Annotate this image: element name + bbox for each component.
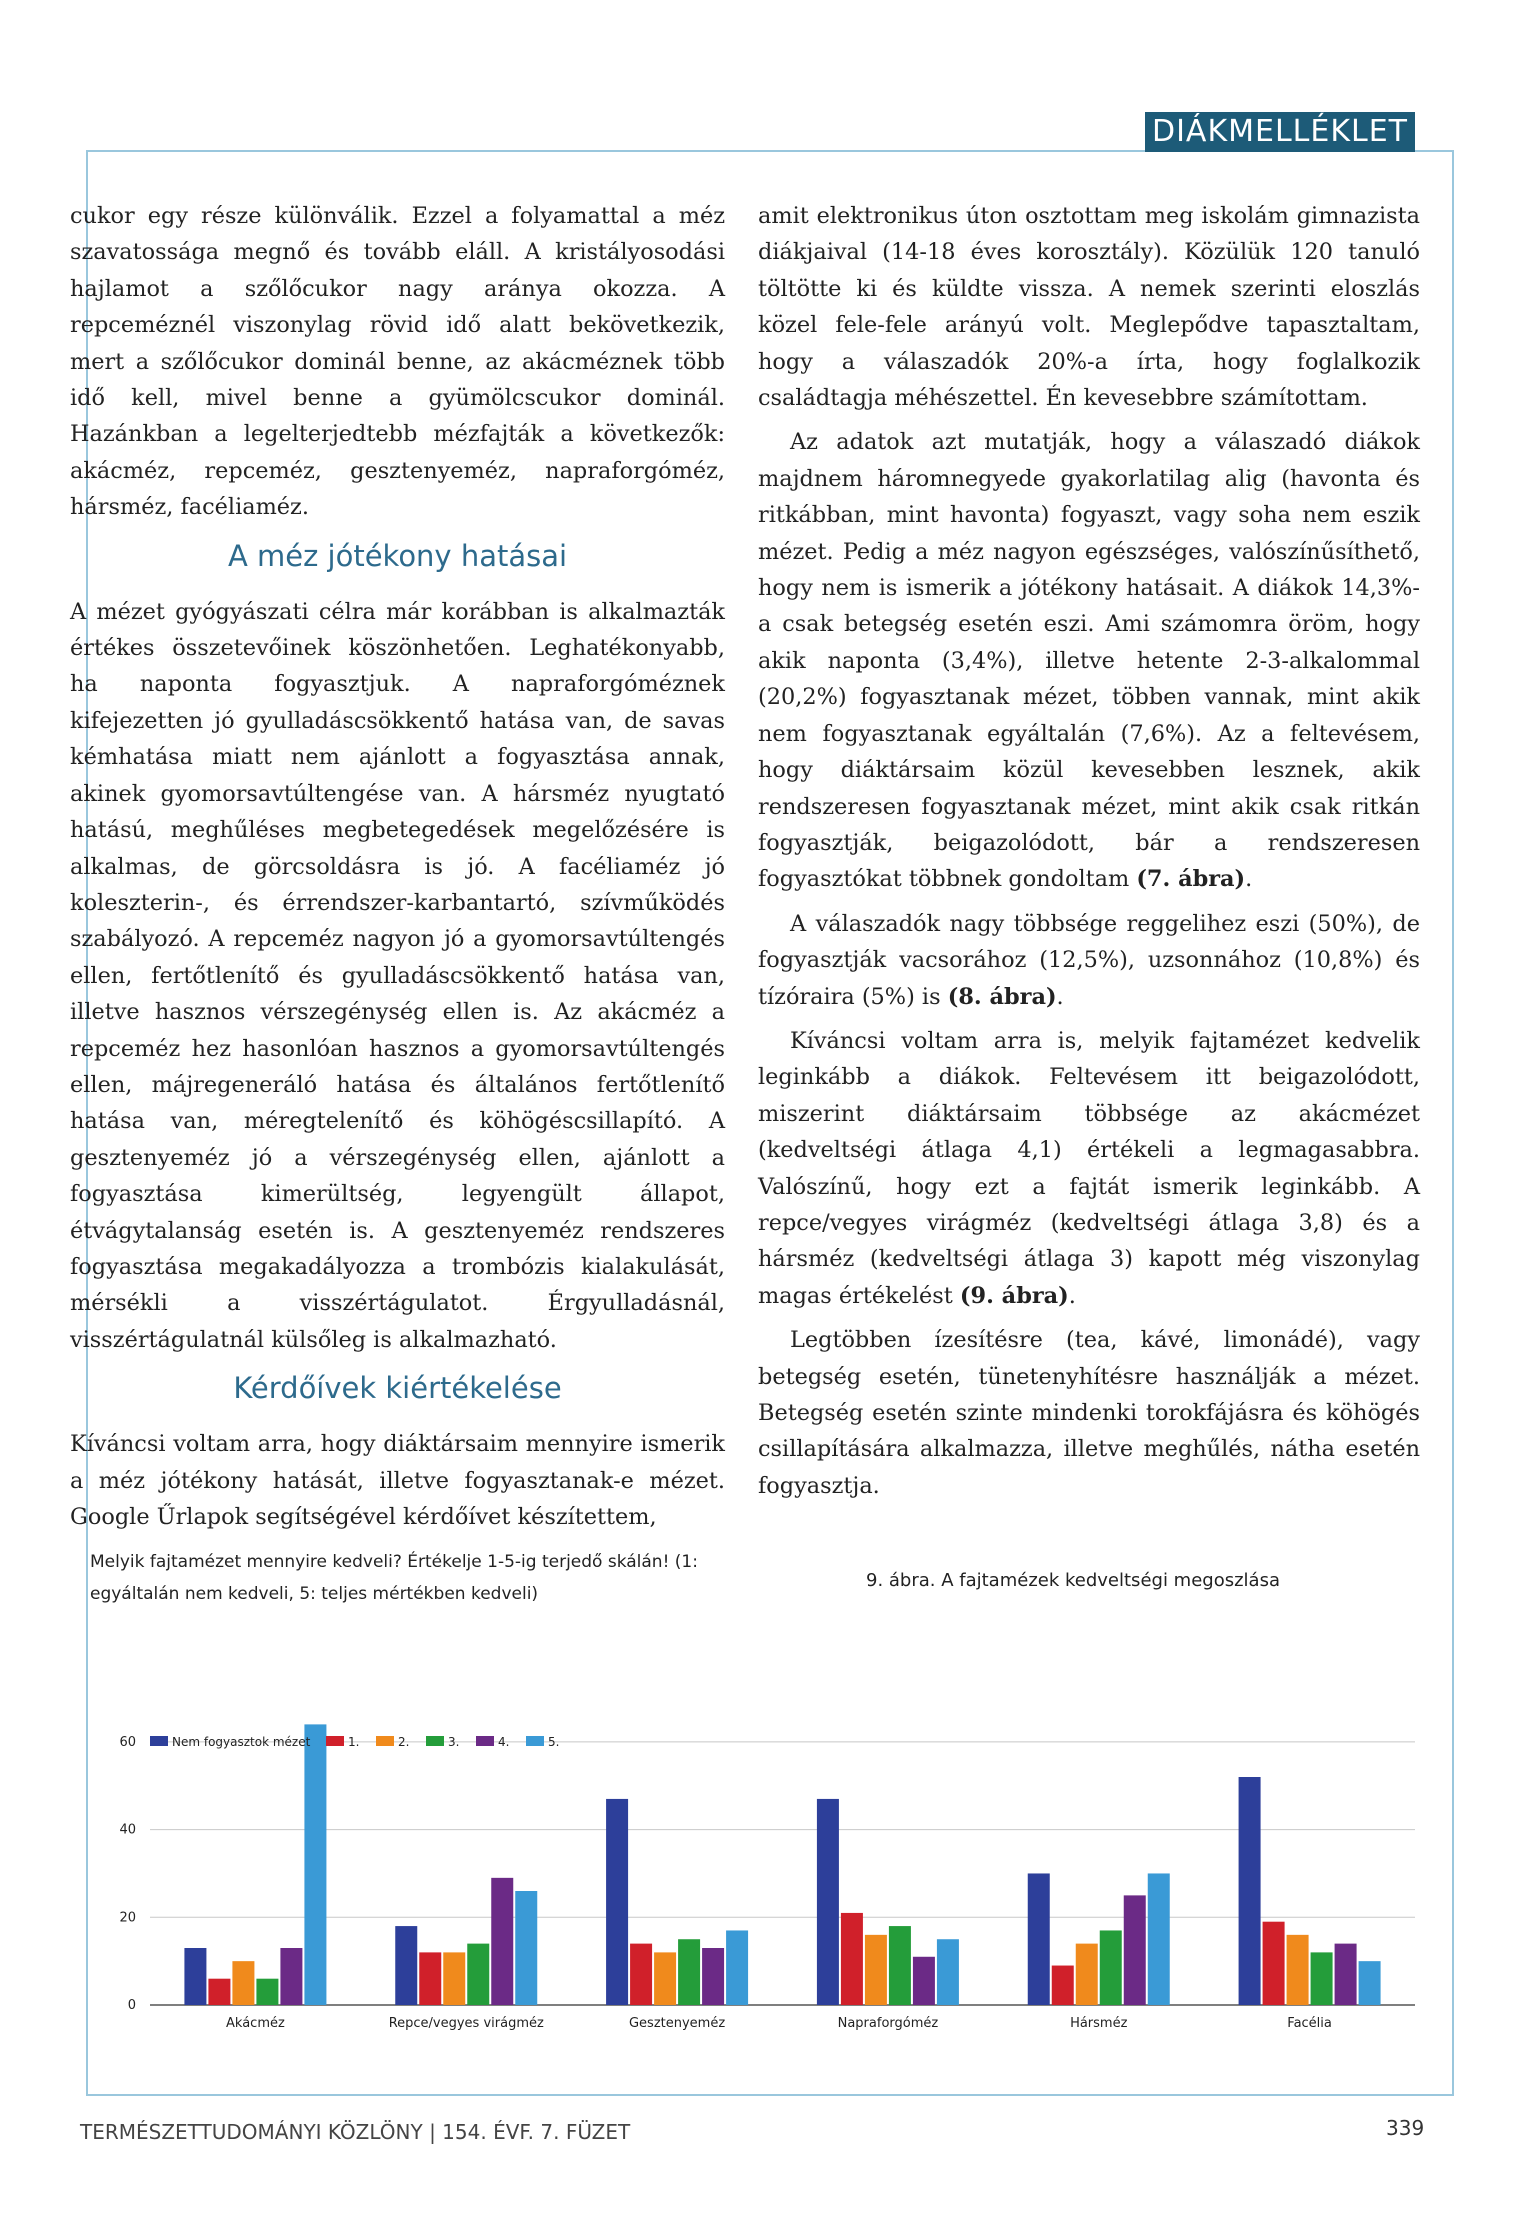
bar: [256, 1979, 278, 2005]
bar: [678, 1939, 700, 2005]
bar: [1335, 1944, 1357, 2005]
legend-label: 5.: [548, 1735, 560, 1749]
bar: [937, 1939, 959, 2005]
x-tick-label: Napraforgóméz: [837, 2016, 939, 2031]
paragraph: A mézet gyógyászati célra már korábban is alkalmazták értékes összetevőinek köszönhetően. Leghatékonyabb, ha naponta fogyasztjuk. A napraforgóméznek kifejezetten jó gyulladáscsökkentő hatása van, de savas kémhatása miatt nem ajánlott a fogyasztása annak, akinek gyomorsavtúltengése van. A hársméz nyugtató hatású, meghűléses megbetegedések megelőzésére is alkalmas, de görcsoldásra is jó. A facéliaméz jó koleszterin-, és érrendszer-karbantartó, szívműködés szabályozó. A repceméz nagyon jó a gyomorsavtúltengés ellen, fertőtlenítő és gyulladáscsökkentő hatása van, illetve hasznos vérszegénység ellen is. Az akácméz a repceméz hez hasonlóan hasznos a gyomorsavtúltengés ellen, májregeneráló hatása és általános fertőtlenítő hatása van, méregtelenítő és köhögéscsillapító. A gesztenyeméz jó a vérszegénység ellen, ajánlott a fogyasztása kimerültség, legyengült állapot, étvágytalanság esetén is. A gesztenyeméz rendszeres fogyasztása megakadályozza a trombózis kialakulását, mérsékli a visszértágulatot. Érgyulladásnál, visszértágulatnál külsőleg is alkalmazható.: [70, 598, 725, 1353]
paragraph: A válaszadók nagy többsége reggelihez eszi (50%), de fogyasztják vacsorához (12,5%), uzsonnához (10,8%) és tízóraira (5%) is (8. ábra).: [758, 910, 1420, 1010]
bar: [1263, 1922, 1285, 2005]
paragraph-text: Az adatok azt mutatják, hogy a válaszadó diákok majdnem háromnegyede gyakorlatilag alig (havonta és ritkábban, mint havonta) fogyaszt, vagy soha nem eszik mézet. Pedig a méz nagyon egészséges, valószínűsíthető, hogy nem is ismerik a jótékony hatásait. A diákok 14,3%-a csak betegség esetén eszi. Ami számomra öröm, hogy akik naponta (3,4%), illetve hetente 2-3-alkalommal (20,2%) fogyasztanak mézet, többen vannak, mint akik nem fogyasztanak egyáltalán (7,6%). Az a feltevésem, hogy diáktársaim közül kevesebben lesznek, akik rendszeresen fogyasztanak mézet, mint akik csak ritkán fogyasztják, beigazolódott, bár a rendszeresen fogyasztókat többnek gondoltam: [758, 429, 1420, 893]
bar: [1100, 1930, 1122, 2005]
y-tick-label: 0: [127, 1998, 136, 2013]
bar: [304, 1724, 326, 2005]
paragraph-text: A válaszadók nagy többsége reggelihez eszi (50%), de fogyasztják vacsorához (12,5%), uzsonnához (10,8%) és tízóraira (5%) is: [758, 910, 1420, 1010]
paragraph: Az adatok azt mutatják, hogy a válaszadó diákok majdnem háromnegyede gyakorlatilag alig (havonta és ritkábban, mint havonta) fogyaszt, vagy soha nem eszik mézet. Pedig a méz nagyon egészséges, valószínűsíthető, hogy nem is ismerik a jótékony hatásait. A diákok 14,3%-a csak betegség esetén eszi. Ami számomra öröm, hogy akik naponta (3,4%), illetve hetente 2-3-alkalommal (20,2%) fogyasztanak mézet, többen vannak, mint akik nem fogyasztanak egyáltalán (7,6%). Az a feltevésem, hogy diáktársaim közül kevesebben lesznek, akik rendszeresen fogyasztanak mézet, mint akik csak ritkán fogyasztják, beigazolódott, bár a rendszeresen fogyasztókat többnek gondoltam (7. ábra).: [758, 429, 1420, 893]
bar-chart: [110, 1700, 1420, 2040]
legend-swatch: [426, 1736, 444, 1746]
bar: [630, 1944, 652, 2005]
bar: [702, 1948, 724, 2005]
paragraph-text: Kíváncsi voltam arra is, melyik fajtamézet kedvelik leginkább a diákok. Feltevésem itt beigazolódott, miszerint diáktársaim többsége az akácmézet (kedveltségi átlaga 4,1) értékeli a legmagasabbra. Valószínű, hogy ezt a fajtát ismerik leginkább. A repce/vegyes virágméz (kedveltségi átlaga 3,8) és a hársméz (kedveltségi átlaga 3) kapott még viszonylag magas értékelést: [758, 1027, 1420, 1309]
bar: [606, 1799, 628, 2005]
bar: [841, 1913, 863, 2005]
y-tick-label: 20: [119, 1910, 136, 1926]
paragraph: cukor egy része különválik. Ezzel a folyamattal a méz szavatossága megnő és tovább eláll. A kristályosodási hajlamot a szőlőcukor nagy aránya okozza. A repceméznél viszonylag rövid idő alatt bekövetkezik, mert a szőlőcukor dominál benne, az akácméznek több idő kell, mivel benne a gyümölcscukor dominál. Hazánkban a legelterjedtebb mézfajták a következők: akácméz, repceméz, gesztenyeméz, napraforgóméz, hársméz, facéliaméz.: [70, 203, 725, 521]
legend-swatch: [476, 1736, 494, 1746]
section-heading: Kérdőívek kiértékelése: [233, 1371, 562, 1406]
figure-caption: 9. ábra. A fajtamézek kedveltségi megoszlása: [866, 1570, 1280, 1591]
bar: [889, 1926, 911, 2005]
legend-swatch: [376, 1736, 394, 1746]
bar: [1239, 1777, 1261, 2005]
x-tick-label: Gesztenyeméz: [628, 2016, 726, 2031]
bar: [1124, 1895, 1146, 2005]
bar: [1028, 1873, 1050, 2005]
bar: [395, 1926, 417, 2005]
bar: [208, 1979, 230, 2005]
bar: [1287, 1935, 1309, 2005]
page-number: 339: [1386, 2116, 1425, 2140]
bar: [817, 1799, 839, 2005]
section-tag: DIÁKMELLÉKLET: [1145, 112, 1415, 152]
legend-swatch: [150, 1736, 168, 1746]
bar: [515, 1891, 537, 2005]
bar: [232, 1961, 254, 2005]
x-tick-label: Facélia: [1287, 2016, 1332, 2031]
bar: [726, 1930, 748, 2005]
bar: [865, 1935, 887, 2005]
x-tick-label: Repce/vegyes virágméz: [388, 2016, 544, 2031]
journal-footer: TERMÉSZETTUDOMÁNYI KÖZLÖNY | 154. ÉVF. 7. FÜZET: [80, 2120, 631, 2144]
bar: [184, 1948, 206, 2005]
bar: [467, 1944, 489, 2005]
figure-ref: (9. ábra): [959, 1282, 1069, 1309]
figure-ref: (8. ábra): [947, 983, 1057, 1010]
bar: [1052, 1966, 1074, 2005]
bar: [913, 1957, 935, 2005]
left-column: [70, 198, 725, 1543]
legend-swatch: [326, 1736, 344, 1746]
legend-label: 2.: [398, 1735, 410, 1749]
x-tick-label: Hársméz: [1070, 2016, 1128, 2031]
bar: [654, 1952, 676, 2005]
paragraph: amit elektronikus úton osztottam meg iskolám gimnazista diákjaival (14-18 éves korosztály). Közülük 120 tanuló töltötte ki és küldte vissza. A nemek szerinti eloszlás közel fele-fele arányú volt. Meglepődve tapasztaltam, hogy a válaszadók 20%-a írta, hogy foglalkozik családtagja méhészettel. Én kevesebbre számítottam.: [758, 203, 1420, 412]
chart-question: Melyik fajtamézet mennyire kedveli? Értékelje 1-5-ig terjedő skálán! (1: egyáltalán nem kedveli, 5: teljes mértékben kedveli): [90, 1552, 698, 1604]
paragraph: Kíváncsi voltam arra is, melyik fajtamézet kedvelik leginkább a diákok. Feltevésem itt beigazolódott, miszerint diáktársaim többsége az akácmézet (kedveltségi átlaga 4,1) értékeli a legmagasabbra. Valószínű, hogy ezt a fajtát ismerik leginkább. A repce/vegyes virágméz (kedveltségi átlaga 3,8) és a hársméz (kedveltségi átlaga 3) kapott még viszonylag magas értékelést (9. ábra).: [758, 1027, 1420, 1309]
section-heading: A méz jótékony hatásai: [227, 538, 568, 573]
bar: [1359, 1961, 1381, 2005]
bar: [280, 1948, 302, 2005]
bar: [419, 1952, 441, 2005]
bar: [443, 1952, 465, 2005]
legend-label: 1.: [348, 1735, 360, 1749]
x-tick-label: Akácméz: [226, 2016, 285, 2031]
paragraph: Legtöbben ízesítésre (tea, kávé, limonádé), vagy betegség esetén, tünetenyhítésre használják a mézet. Betegség esetén szinte mindenki torokfájásra és köhögés csillapítására alkalmazza, illetve meghűlés, nátha esetén fogyasztja.: [758, 1327, 1420, 1499]
y-tick-label: 60: [119, 1734, 136, 1750]
figure-ref: (7. ábra): [1136, 866, 1246, 893]
bar: [491, 1878, 513, 2005]
y-tick-label: 40: [119, 1822, 136, 1838]
legend-swatch: [526, 1736, 544, 1746]
paragraph: Kíváncsi voltam arra, hogy diáktársaim mennyire ismerik a méz jótékony hatását, illetve fogyasztanak-e mézet. Google Űrlapok segítségével kérdőívet készítettem,: [70, 1431, 725, 1530]
right-column: [758, 198, 1420, 1512]
legend-label: Nem fogyasztok mézet: [172, 1735, 311, 1749]
bar: [1148, 1873, 1170, 2005]
legend-label: 3.: [448, 1735, 460, 1749]
bar: [1311, 1952, 1333, 2005]
bar: [1076, 1944, 1098, 2005]
legend-label: 4.: [498, 1735, 510, 1749]
